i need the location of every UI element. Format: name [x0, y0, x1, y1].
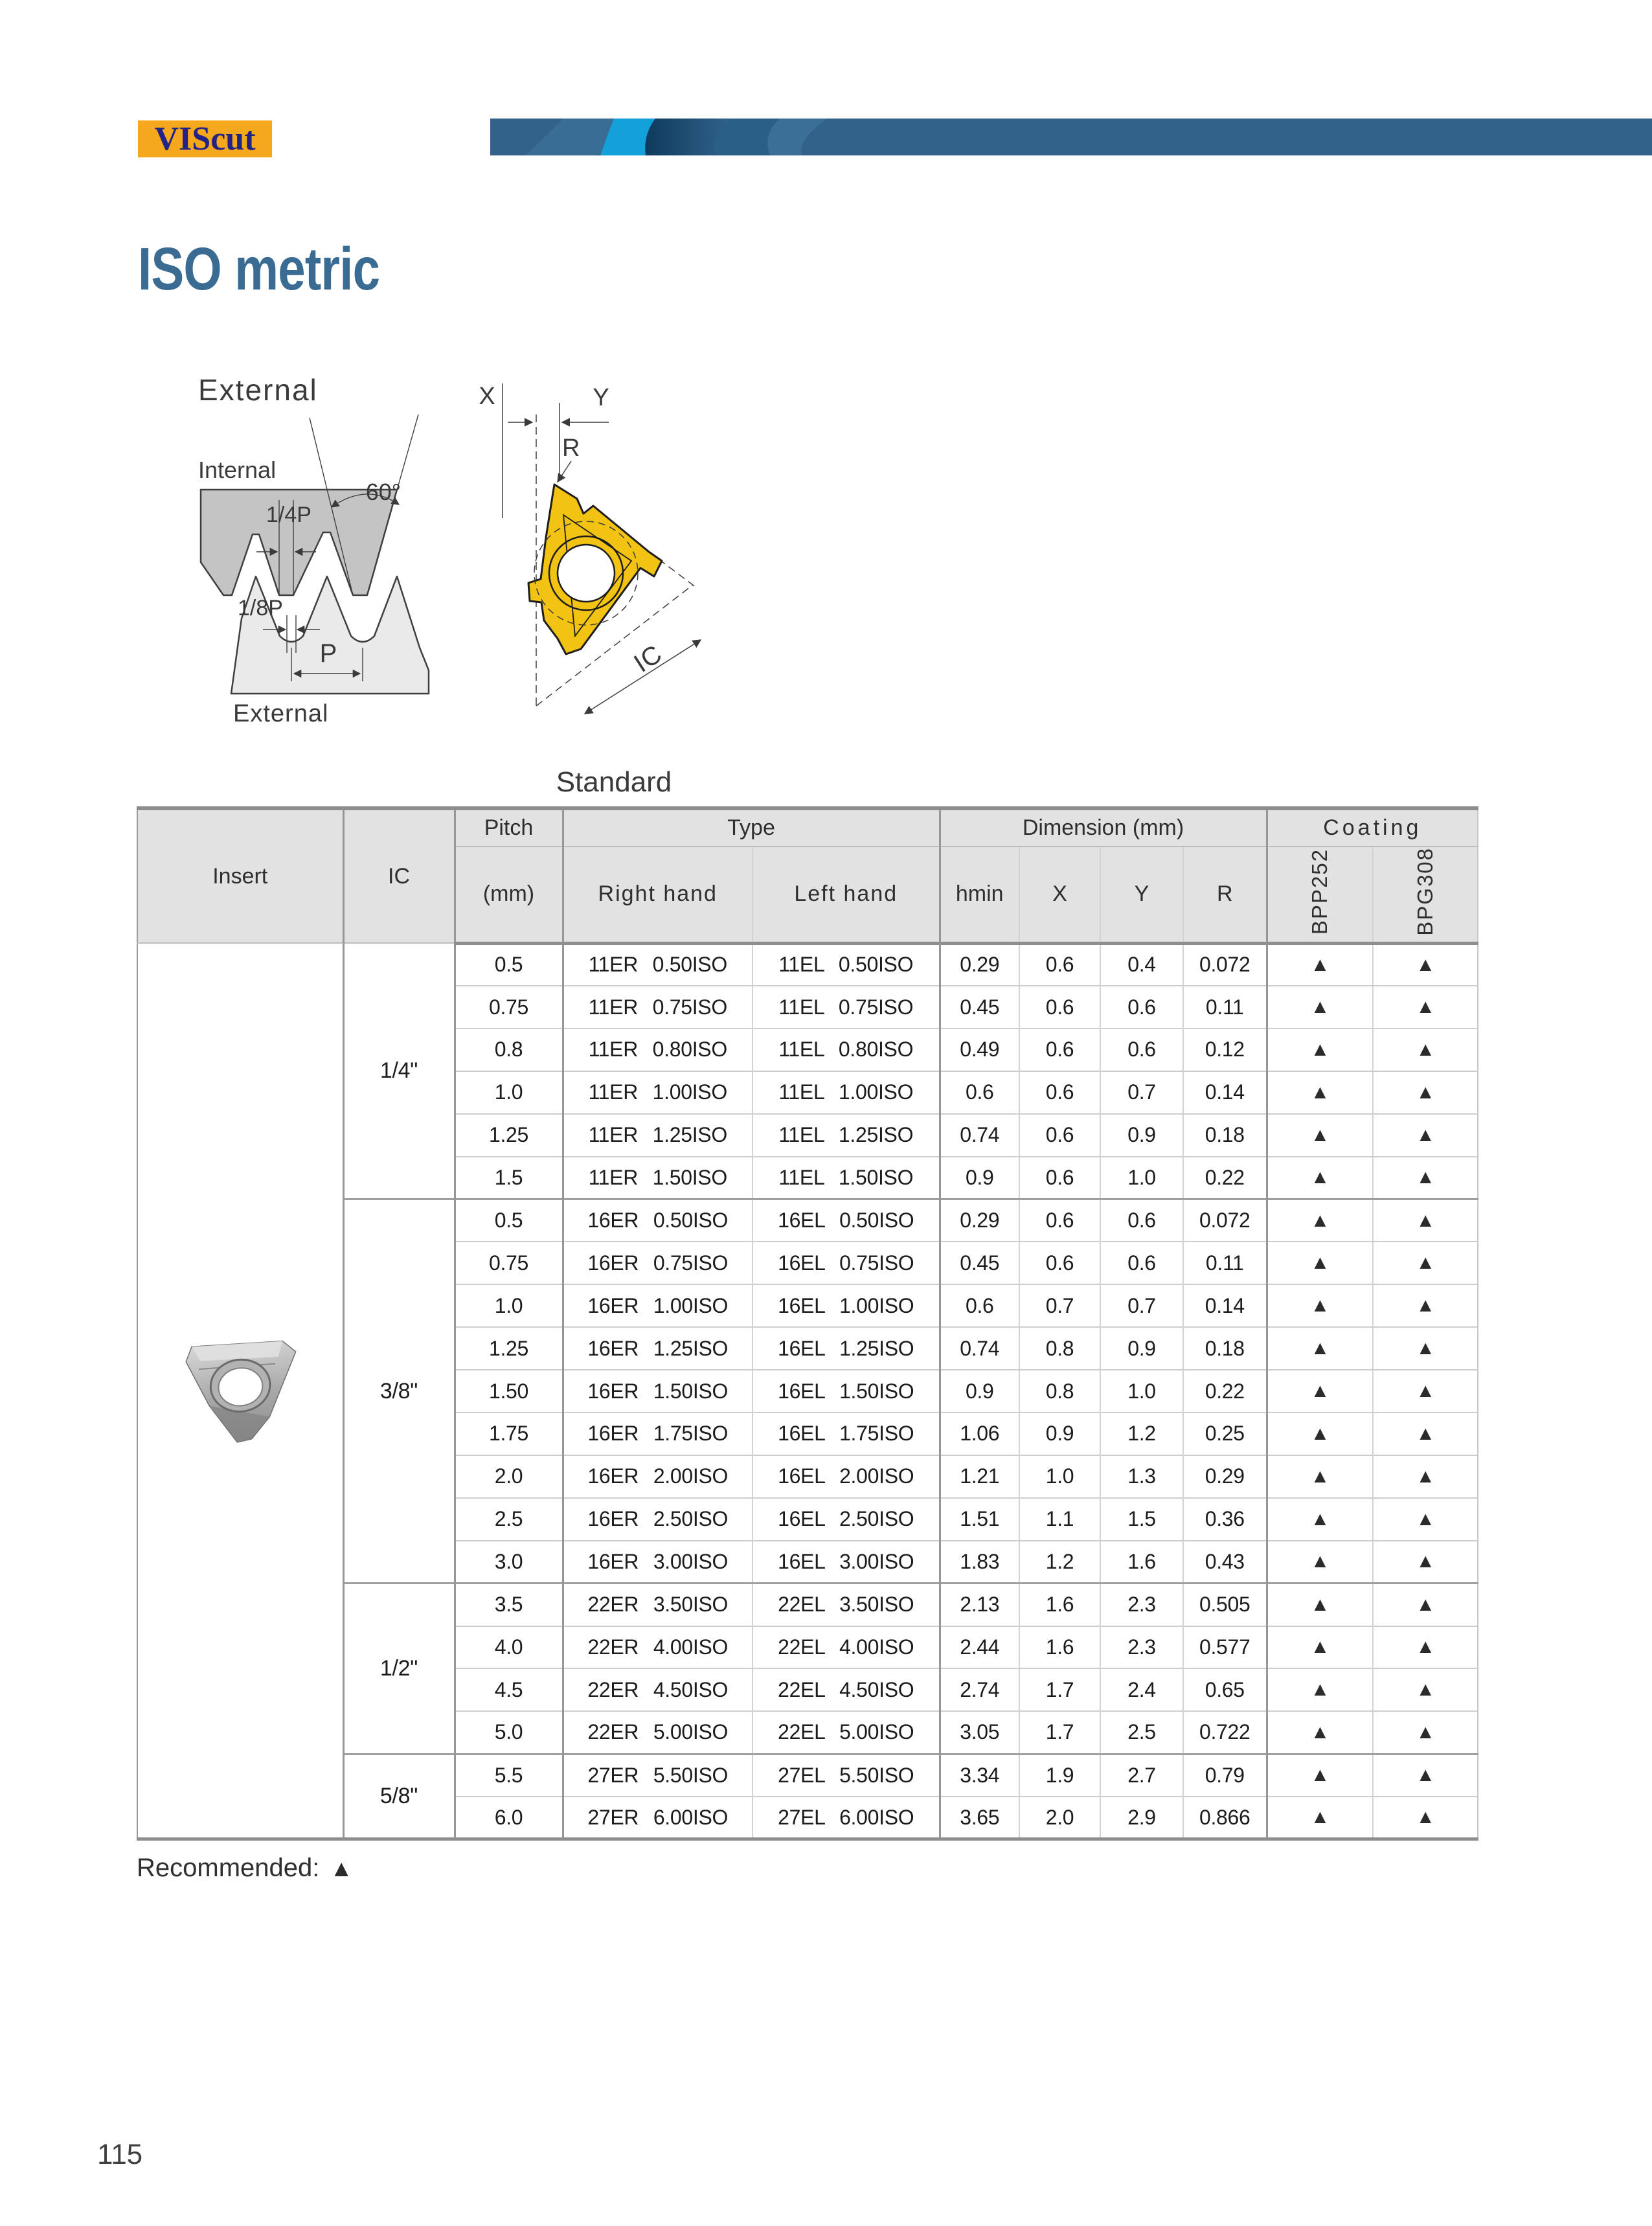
- type-left-hand: 11EL 1.25ISO: [752, 1114, 940, 1157]
- dim-y: 2.4: [1100, 1668, 1183, 1711]
- type-right-hand: 16ER 1.75ISO: [563, 1413, 752, 1455]
- dim-x: 1.2: [1019, 1541, 1100, 1584]
- dim-r: 0.577: [1183, 1626, 1267, 1669]
- pitch-value: 1.25: [455, 1327, 563, 1370]
- label-standard: Standard: [556, 766, 672, 798]
- coating-bpp252-mark: ▲: [1267, 1668, 1373, 1711]
- dim-x: 0.8: [1019, 1370, 1100, 1413]
- header-right-hand: Right hand: [563, 846, 752, 943]
- type-left-hand: 11EL 0.80ISO: [752, 1028, 940, 1071]
- dim-x: 0.6: [1019, 1114, 1100, 1157]
- header-ic: IC: [343, 808, 455, 943]
- dim-y: 0.6: [1100, 1028, 1183, 1071]
- dim-y: 1.5: [1100, 1498, 1183, 1541]
- dim-r: 0.22: [1183, 1370, 1267, 1413]
- dim-r: 0.22: [1183, 1157, 1267, 1199]
- pitch-value: 0.5: [455, 1199, 563, 1242]
- dim-r: 0.14: [1183, 1071, 1267, 1114]
- coating-bpp252-mark: ▲: [1267, 1242, 1373, 1284]
- dim-y: 0.7: [1100, 1071, 1183, 1114]
- type-left-hand: 27EL 6.00ISO: [752, 1797, 940, 1839]
- dim-hmin: 1.51: [940, 1498, 1019, 1541]
- type-right-hand: 11ER 1.50ISO: [563, 1157, 752, 1199]
- label-p: P: [319, 639, 337, 668]
- page-number: 115: [97, 2139, 143, 2170]
- center-hole: [558, 545, 615, 602]
- dim-hmin: 1.21: [940, 1455, 1019, 1498]
- dim-y: 0.9: [1100, 1327, 1183, 1370]
- coating-bpp252-mark: ▲: [1267, 1711, 1373, 1754]
- brand-logo-text: VIScut: [154, 120, 256, 157]
- banner-swoosh-art: [490, 119, 1652, 155]
- type-left-hand: 22EL 5.00ISO: [752, 1711, 940, 1754]
- coating-bpp252-mark: ▲: [1267, 1157, 1373, 1199]
- coating-bpp252-mark: ▲: [1267, 1797, 1373, 1839]
- header-pitch: Pitch: [455, 808, 563, 846]
- pitch-value: 1.25: [455, 1114, 563, 1157]
- dim-y: 1.0: [1100, 1157, 1183, 1199]
- type-left-hand: 11EL 1.00ISO: [752, 1071, 940, 1114]
- coating-bpg308-mark: ▲: [1373, 943, 1478, 986]
- dim-y: 1.3: [1100, 1455, 1183, 1498]
- coating-bpp252-mark: ▲: [1267, 943, 1373, 986]
- spec-table-body: [137, 943, 1478, 1839]
- dim-x: 0.9: [1019, 1413, 1100, 1455]
- dim-r: 0.65: [1183, 1668, 1267, 1711]
- dim-x: 0.6: [1019, 1199, 1100, 1242]
- coating-bpg308-mark: ▲: [1373, 1541, 1478, 1584]
- dim-r: 0.79: [1183, 1754, 1267, 1797]
- dim-r: 0.18: [1183, 1327, 1267, 1370]
- label-external-top: External: [198, 373, 318, 407]
- dim-hmin: 0.49: [940, 1028, 1019, 1071]
- pitch-value: 5.0: [455, 1711, 563, 1754]
- coating-bpp252-mark: ▲: [1267, 1584, 1373, 1626]
- dim-y: 0.6: [1100, 986, 1183, 1028]
- coating-bpp252-mark: ▲: [1267, 1541, 1373, 1584]
- type-right-hand: 11ER 1.25ISO: [563, 1114, 752, 1157]
- coating-bpg308-mark: ▲: [1373, 1626, 1478, 1669]
- coating-bpg308-mark: ▲: [1373, 986, 1478, 1028]
- dim-y: 2.7: [1100, 1754, 1183, 1797]
- header-type: Type: [563, 808, 940, 846]
- coating-bpp252-mark: ▲: [1267, 1028, 1373, 1071]
- coating-bpp252-mark: ▲: [1267, 1114, 1373, 1157]
- dim-x: 1.7: [1019, 1668, 1100, 1711]
- recommended-triangle-icon: ▲: [330, 1854, 354, 1881]
- label-r: R: [562, 435, 580, 462]
- dim-x: 0.6: [1019, 1242, 1100, 1284]
- dim-y: 0.4: [1100, 943, 1183, 986]
- pitch-value: 4.5: [455, 1668, 563, 1711]
- dim-x: 0.6: [1019, 1071, 1100, 1114]
- type-left-hand: 22EL 3.50ISO: [752, 1584, 940, 1626]
- type-right-hand: 16ER 3.00ISO: [563, 1541, 752, 1584]
- dim-r: 0.14: [1183, 1284, 1267, 1327]
- type-right-hand: 16ER 1.00ISO: [563, 1284, 752, 1327]
- coating-bpg308-mark: ▲: [1373, 1711, 1478, 1754]
- type-right-hand: 11ER 1.00ISO: [563, 1071, 752, 1114]
- dim-r: 0.505: [1183, 1584, 1267, 1626]
- insert-photo-cell: [137, 943, 343, 1839]
- coating-bpp252-mark: ▲: [1267, 1626, 1373, 1669]
- type-right-hand: 16ER 0.50ISO: [563, 1199, 752, 1242]
- coating-bpp252-mark: ▲: [1267, 1455, 1373, 1498]
- pitch-value: 0.75: [455, 1242, 563, 1284]
- dim-y: 0.6: [1100, 1199, 1183, 1242]
- coating-bpp252-mark: ▲: [1267, 1413, 1373, 1455]
- header-banner-graphic: [490, 119, 1652, 155]
- type-left-hand: 27EL 5.50ISO: [752, 1754, 940, 1797]
- coating-bpg308-mark: ▲: [1373, 1668, 1478, 1711]
- type-right-hand: 16ER 2.50ISO: [563, 1498, 752, 1541]
- dim-x: 0.6: [1019, 1028, 1100, 1071]
- dim-y: 2.3: [1100, 1626, 1183, 1669]
- header-coating-bpp252: BPP252: [1267, 846, 1373, 943]
- header-coating: Coating: [1267, 808, 1478, 846]
- dim-r: 0.36: [1183, 1498, 1267, 1541]
- dim-x: 1.6: [1019, 1584, 1100, 1626]
- dim-y: 1.0: [1100, 1370, 1183, 1413]
- type-right-hand: 11ER 0.50ISO: [563, 943, 752, 986]
- coating-bpg308-mark: ▲: [1373, 1242, 1478, 1284]
- dim-y: 2.5: [1100, 1711, 1183, 1754]
- label-quarter-p: 1/4P: [266, 503, 311, 527]
- dim-hmin: 0.74: [940, 1327, 1019, 1370]
- dim-hmin: 1.06: [940, 1413, 1019, 1455]
- ic-size: 1/4": [343, 943, 455, 1199]
- pitch-value: 1.5: [455, 1157, 563, 1199]
- coating-bpg308-mark: ▲: [1373, 1114, 1478, 1157]
- type-right-hand: 27ER 6.00ISO: [563, 1797, 752, 1839]
- dim-hmin: 2.44: [940, 1626, 1019, 1669]
- coating-bpg308-mark: ▲: [1373, 1498, 1478, 1541]
- dim-hmin: 2.13: [940, 1584, 1019, 1626]
- dim-y: 1.6: [1100, 1541, 1183, 1584]
- pitch-value: 3.0: [455, 1541, 563, 1584]
- pitch-value: 1.0: [455, 1284, 563, 1327]
- header-left-hand: Left hand: [752, 846, 940, 943]
- header-hmin: hmin: [940, 846, 1019, 943]
- coating-bpp252-mark: ▲: [1267, 1370, 1373, 1413]
- pitch-value: 3.5: [455, 1584, 563, 1626]
- dim-hmin: 0.9: [940, 1157, 1019, 1199]
- type-left-hand: 11EL 0.50ISO: [752, 943, 940, 986]
- dim-r: 0.866: [1183, 1797, 1267, 1839]
- type-right-hand: 22ER 5.00ISO: [563, 1711, 752, 1754]
- label-eighth-p: 1/8P: [238, 596, 283, 620]
- coating-bpg308-mark: ▲: [1373, 1754, 1478, 1797]
- dim-hmin: 0.29: [940, 943, 1019, 986]
- type-left-hand: 16EL 1.25ISO: [752, 1327, 940, 1370]
- coating-bpg308-mark: ▲: [1373, 1199, 1478, 1242]
- dim-x: 0.6: [1019, 986, 1100, 1028]
- dim-hmin: 3.05: [940, 1711, 1019, 1754]
- header-r: R: [1183, 846, 1267, 943]
- page-title: ISO metric: [138, 235, 380, 302]
- coating-bpp252-mark: ▲: [1267, 1071, 1373, 1114]
- coating-bpg308-mark: ▲: [1373, 1797, 1478, 1839]
- label-external-bottom: External: [233, 700, 329, 727]
- dim-r: 0.722: [1183, 1711, 1267, 1754]
- type-right-hand: 11ER 0.75ISO: [563, 986, 752, 1028]
- coating-bpg308-mark: ▲: [1373, 1327, 1478, 1370]
- type-left-hand: 16EL 2.50ISO: [752, 1498, 940, 1541]
- dim-r: 0.072: [1183, 943, 1267, 986]
- type-right-hand: 16ER 2.00ISO: [563, 1455, 752, 1498]
- dim-r: 0.18: [1183, 1114, 1267, 1157]
- coating-bpp252-mark: ▲: [1267, 1199, 1373, 1242]
- coating-bpg308-mark: ▲: [1373, 1413, 1478, 1455]
- header-dimension: Dimension (mm): [940, 808, 1267, 846]
- dim-hmin: 2.74: [940, 1668, 1019, 1711]
- dim-hmin: 0.6: [940, 1284, 1019, 1327]
- thread-profile-and-insert-drawing: [188, 350, 725, 803]
- type-left-hand: 22EL 4.50ISO: [752, 1668, 940, 1711]
- dim-hmin: 3.65: [940, 1797, 1019, 1839]
- dim-y: 2.9: [1100, 1797, 1183, 1839]
- type-right-hand: 16ER 0.75ISO: [563, 1242, 752, 1284]
- dim-r: 0.25: [1183, 1413, 1267, 1455]
- coating-bpp252-mark: ▲: [1267, 1327, 1373, 1370]
- label-y: Y: [593, 384, 609, 411]
- dim-r: 0.12: [1183, 1028, 1267, 1071]
- pitch-value: 2.0: [455, 1455, 563, 1498]
- type-right-hand: 16ER 1.25ISO: [563, 1327, 752, 1370]
- dim-hmin: 1.83: [940, 1541, 1019, 1584]
- label-60deg: 60°: [365, 479, 402, 505]
- dim-x: 1.1: [1019, 1498, 1100, 1541]
- recommended-legend: [137, 1854, 353, 1883]
- dim-r: 0.29: [1183, 1455, 1267, 1498]
- external-thread-shape: [231, 576, 429, 694]
- type-left-hand: 16EL 0.50ISO: [752, 1199, 940, 1242]
- dim-y: 1.2: [1100, 1413, 1183, 1455]
- coating-bpp252-mark: ▲: [1267, 1498, 1373, 1541]
- type-left-hand: 16EL 2.00ISO: [752, 1455, 940, 1498]
- pitch-value: 2.5: [455, 1498, 563, 1541]
- ic-size: 3/8": [343, 1199, 455, 1584]
- dim-hmin: 3.34: [940, 1754, 1019, 1797]
- dim-hmin: 0.45: [940, 986, 1019, 1028]
- dim-hmin: 0.9: [940, 1370, 1019, 1413]
- type-left-hand: 16EL 0.75ISO: [752, 1242, 940, 1284]
- coating-bpg308-mark: ▲: [1373, 1071, 1478, 1114]
- pitch-value: 0.8: [455, 1028, 563, 1071]
- coating-bpg308-mark: ▲: [1373, 1584, 1478, 1626]
- header-pitch-unit: (mm): [455, 846, 563, 943]
- coating-bpg308-mark: ▲: [1373, 1370, 1478, 1413]
- coating-bpg308-mark: ▲: [1373, 1284, 1478, 1327]
- type-right-hand: 16ER 1.50ISO: [563, 1370, 752, 1413]
- pitch-value: 5.5: [455, 1754, 563, 1797]
- dim-y: 0.9: [1100, 1114, 1183, 1157]
- insert-photo: [168, 1317, 318, 1453]
- dim-x: 1.7: [1019, 1711, 1100, 1754]
- dim-r: 0.072: [1183, 1199, 1267, 1242]
- type-right-hand: 22ER 3.50ISO: [563, 1584, 752, 1626]
- pitch-value: 1.50: [455, 1370, 563, 1413]
- header-insert: Insert: [137, 808, 343, 943]
- pitch-value: 0.75: [455, 986, 563, 1028]
- type-left-hand: 16EL 1.50ISO: [752, 1370, 940, 1413]
- coating-bpg308-mark: ▲: [1373, 1028, 1478, 1071]
- dim-y: 2.3: [1100, 1584, 1183, 1626]
- dim-x: 0.6: [1019, 943, 1100, 986]
- label-x: X: [479, 383, 495, 410]
- dim-x: 2.0: [1019, 1797, 1100, 1839]
- coating-bpp252-mark: ▲: [1267, 986, 1373, 1028]
- pitch-value: 4.0: [455, 1626, 563, 1669]
- pitch-value: 6.0: [455, 1797, 563, 1839]
- pitch-value: 1.0: [455, 1071, 563, 1114]
- table-row: [137, 943, 1478, 986]
- dim-x: 0.8: [1019, 1327, 1100, 1370]
- technical-diagram: [188, 350, 725, 803]
- header-y: Y: [1100, 846, 1183, 943]
- dim-hmin: 0.45: [940, 1242, 1019, 1284]
- spec-table: [137, 806, 1478, 1841]
- coating-bpp252-mark: ▲: [1267, 1284, 1373, 1327]
- ic-size: 1/2": [343, 1584, 455, 1755]
- dim-r: 0.11: [1183, 1242, 1267, 1284]
- dim-y: 0.7: [1100, 1284, 1183, 1327]
- dim-hmin: 0.74: [940, 1114, 1019, 1157]
- dim-x: 0.7: [1019, 1284, 1100, 1327]
- type-left-hand: 16EL 3.00ISO: [752, 1541, 940, 1584]
- label-ic: IC: [629, 639, 668, 678]
- recommended-label: Recommended:: [137, 1854, 320, 1882]
- ic-size: 5/8": [343, 1754, 455, 1839]
- type-left-hand: 16EL 1.00ISO: [752, 1284, 940, 1327]
- pitch-value: 1.75: [455, 1413, 563, 1455]
- type-left-hand: 16EL 1.75ISO: [752, 1413, 940, 1455]
- dim-y: 0.6: [1100, 1242, 1183, 1284]
- type-left-hand: 11EL 1.50ISO: [752, 1157, 940, 1199]
- dim-x: 1.0: [1019, 1455, 1100, 1498]
- header-x: X: [1019, 846, 1100, 943]
- type-left-hand: 22EL 4.00ISO: [752, 1626, 940, 1669]
- coating-bpg308-mark: ▲: [1373, 1455, 1478, 1498]
- coating-bpg308-mark: ▲: [1373, 1157, 1478, 1199]
- dim-hmin: 0.29: [940, 1199, 1019, 1242]
- dim-x: 1.9: [1019, 1754, 1100, 1797]
- coating-bpp252-mark: ▲: [1267, 1754, 1373, 1797]
- type-right-hand: 11ER 0.80ISO: [563, 1028, 752, 1071]
- label-internal: Internal: [198, 457, 277, 483]
- dim-x: 1.6: [1019, 1626, 1100, 1669]
- type-right-hand: 22ER 4.00ISO: [563, 1626, 752, 1669]
- type-right-hand: 27ER 5.50ISO: [563, 1754, 752, 1797]
- type-right-hand: 22ER 4.50ISO: [563, 1668, 752, 1711]
- dim-x: 0.6: [1019, 1157, 1100, 1199]
- dim-r: 0.11: [1183, 986, 1267, 1028]
- brand-logo: [138, 120, 272, 157]
- pitch-value: 0.5: [455, 943, 563, 986]
- dim-r: 0.43: [1183, 1541, 1267, 1584]
- type-left-hand: 11EL 0.75ISO: [752, 986, 940, 1028]
- dim-hmin: 0.6: [940, 1071, 1019, 1114]
- header-coating-bpg308: BPG308: [1373, 846, 1478, 943]
